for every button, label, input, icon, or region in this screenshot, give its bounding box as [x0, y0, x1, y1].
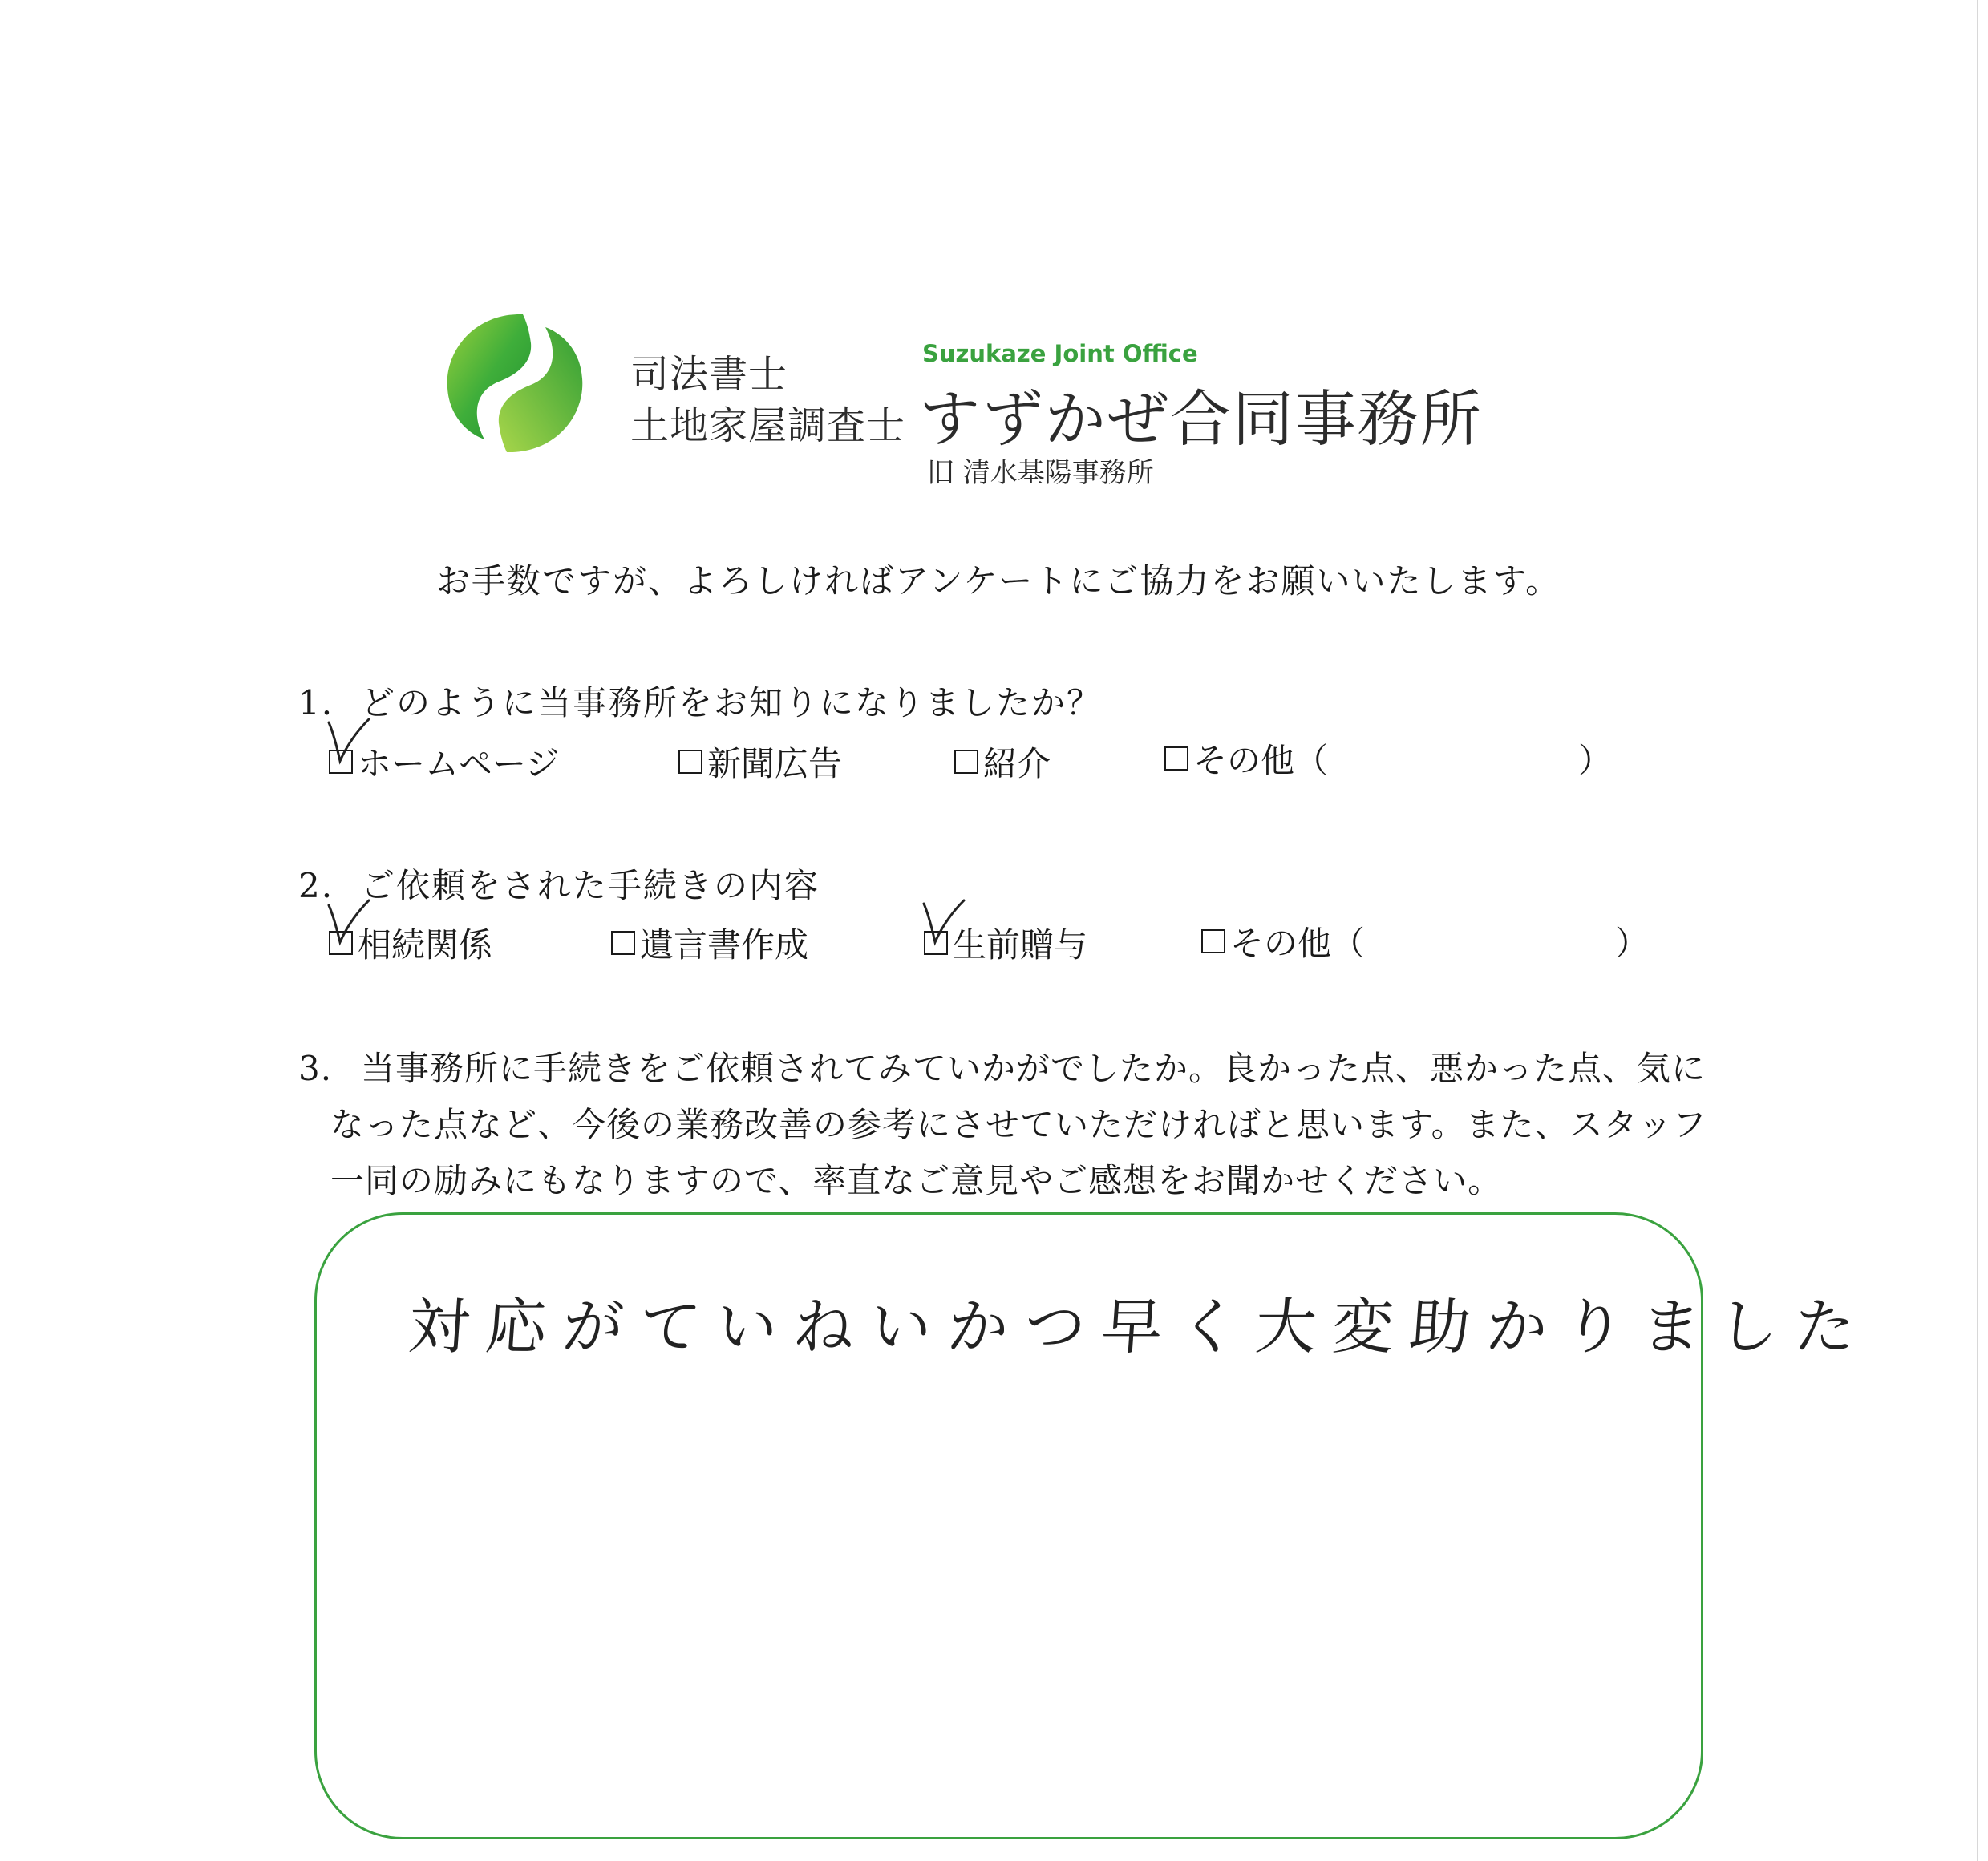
question-3-line-2: なった点など、今後の業務改善の参考にさせていただければと思います。また、スタッフ — [330, 1105, 1707, 1144]
question-3-text-1: 当事務所に手続きをご依頼されてみていかがでしたか。良かった点、悪かった点、気に — [361, 1049, 1707, 1088]
checkbox[interactable] — [1164, 746, 1188, 771]
office-name-en: Suzukaze Joint Office — [922, 340, 1198, 367]
option-label: 紹介 — [983, 744, 1051, 783]
checkbox[interactable] — [954, 750, 978, 774]
handwritten-answer: 対応がていねいかつ早く大変助かりました — [406, 1291, 1874, 1362]
question-3-line-1 — [298, 1042, 1706, 1090]
office-name: すずかぜ合同事務所 — [919, 383, 1483, 455]
office-type-line1: 司法書士 — [630, 352, 788, 397]
q2-option-other[interactable] — [1201, 917, 1365, 965]
survey-intro: お手数ですが、よろしければアンケートにご協力をお願いいたします。 — [436, 561, 1561, 601]
checkbox[interactable] — [678, 750, 702, 774]
option-label: その他（ — [1193, 741, 1329, 780]
option-label: 遺言書作成 — [640, 925, 809, 965]
checkbox-checked[interactable] — [329, 750, 353, 774]
question-1-title — [298, 677, 1102, 725]
option-label: 新聞広告 — [707, 744, 843, 783]
question-2-title — [298, 860, 820, 908]
question-2-number: 2. — [298, 866, 334, 905]
question-1-number: 1. — [298, 683, 334, 722]
q1-option-referral[interactable] — [954, 738, 1051, 786]
q2-option-will[interactable] — [611, 919, 808, 967]
checkbox-checked[interactable] — [329, 931, 353, 955]
checkbox[interactable] — [611, 931, 635, 955]
option-label: 相続関係 — [358, 925, 493, 965]
q1-option-homepage[interactable] — [329, 738, 559, 786]
checkbox[interactable] — [1201, 929, 1225, 953]
checkbox-checked[interactable] — [924, 931, 948, 955]
option-label: ホームページ — [358, 744, 560, 783]
office-former-name: 旧 清水基陽事務所 — [927, 457, 1154, 489]
question-3-line-3: 一同の励みにもなりますので、率直なご意見やご感想をお聞かせください。 — [330, 1161, 1503, 1200]
q1-option-other[interactable] — [1164, 734, 1328, 783]
question-2-text: ご依頼をされた手続きの内容 — [361, 866, 820, 905]
swirl-s-logo-icon — [443, 311, 587, 455]
option-label: その他（ — [1230, 924, 1366, 963]
scan-edge — [1977, 0, 1978, 1861]
office-type-line2: 土地家屋調査士 — [630, 403, 906, 448]
question-3-number: 3. — [298, 1049, 333, 1088]
option-label: 生前贈与 — [953, 925, 1088, 965]
q1-option-newspaper[interactable] — [678, 738, 842, 786]
question-1-text: どのように当事務所をお知りになりましたか？ — [361, 683, 1103, 722]
q1-other-close-paren: ） — [1578, 741, 1613, 780]
q2-option-inheritance[interactable] — [329, 919, 492, 967]
q2-other-close-paren: ） — [1615, 924, 1650, 963]
q2-option-gift[interactable] — [924, 919, 1087, 967]
